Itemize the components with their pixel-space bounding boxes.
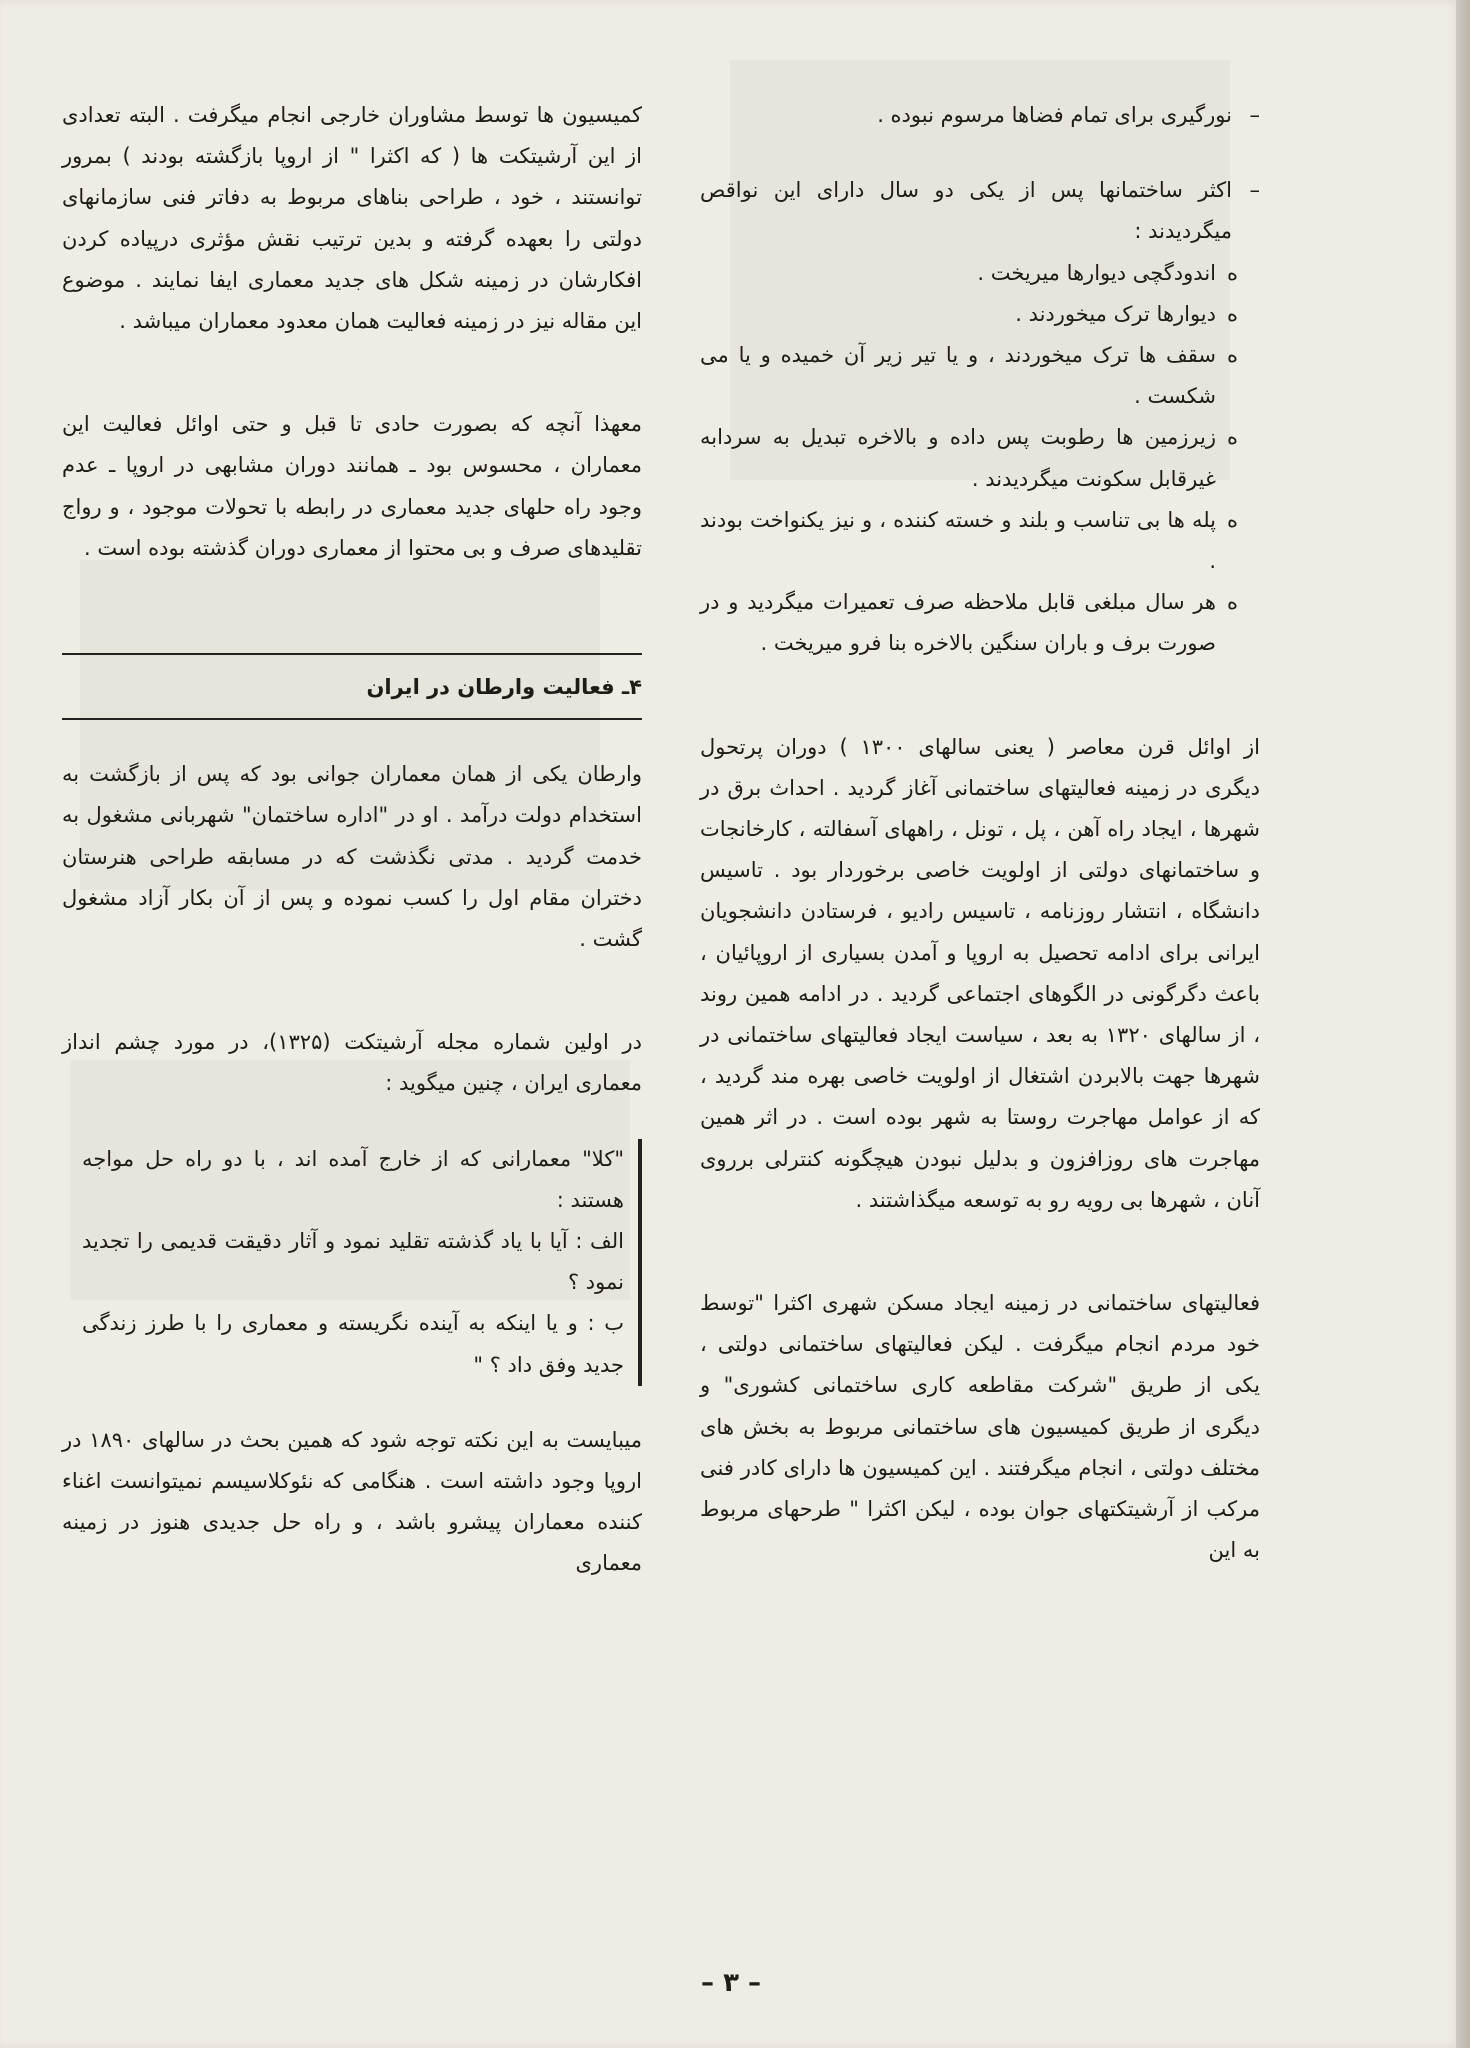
list-item — [700, 294, 1238, 335]
paragraph: میبایست به این نکته توجه شود که همین بحث در سالهای ۱۸۹۰ در اروپا وجود داشته است . هنگامی که نئوکلاسیسم نمیتوانست اغناء کننده معماران پیشرو باشد ، و راه حل جدیدی هنوز در زمینه معماری — [62, 1427, 642, 1576]
left-column — [62, 95, 642, 1585]
quote-text: ب : و یا اینکه به آینده نگریسته و معماری را با طرز زندگی جدید وفق داد ؟ " — [82, 1311, 624, 1377]
bullet-list — [700, 253, 1260, 665]
bullet-icon: ه — [1226, 260, 1238, 285]
list-item-text: سقف ها ترک میخوردند ، و یا تیر زیر آن خمیده و یا می شکست . — [700, 343, 1216, 409]
dash-item-text: نورگیری برای تمام فضاها مرسوم نبوده . — [877, 103, 1232, 127]
right-column — [700, 95, 1260, 1572]
paragraph: وارطان یکی از همان معماران جوانی بود که پس از بازگشت به استخدام دولت درآمد . او در "اداره ساختمان" شهربانی مشغول به خدمت گردید . مدتی نگذشت که در مسابقه طراحی هنرستان دختران مقام اول را کسب نموده و پس از آن بکار آزاد مشغول گشت . — [62, 762, 642, 952]
paragraph: کمیسیون ها توسط مشاوران خارجی انجام میگرفت . البته تعدادی از این آرشیتکت ها ( که اکثرا " از اروپا بازگشته بودند ) بمرور توانستند ، خود ، طراحی بناهای مربوط به دفاتر فنی سازمانهای دولتی را بعهده گرفته و بدین ترتیب نقش مؤثری درپیاده کردن افکارشان در زمینه شکل های جدید معماری ایفا نمایند . موضوع این مقاله نیز در زمینه فعالیت همان معدود معماران میباشد . — [62, 103, 642, 334]
quote-text: "کلا" معمارانی که از خارج آمده اند ، با دو راه حل مواجه هستند : — [82, 1146, 624, 1212]
list-item — [700, 500, 1238, 582]
bullet-icon: ه — [1226, 590, 1238, 615]
dash-item — [700, 95, 1260, 136]
list-item — [700, 582, 1238, 664]
list-item — [700, 335, 1238, 417]
list-item-text: زیرزمین ها رطوبت پس داده و بالاخره تبدیل به سردابه غیرقابل سکونت میگردیدند . — [700, 425, 1216, 491]
binding-edge — [1456, 0, 1470, 2048]
quote-text: الف : آیا با یاد گذشته تقلید نمود و آثار دقیقت قدیمی را تجدید نمود ؟ — [82, 1229, 624, 1295]
dash-item-text: اکثر ساختمانها پس از یکی دو سال دارای این نواقص میگردیدند : — [700, 178, 1232, 244]
paragraph: در اولین شماره مجله آرشیتکت (۱۳۲۵)، در مورد چشم انداز معماری ایران ، چنین میگوید : — [62, 1030, 643, 1096]
bullet-icon: ه — [1226, 425, 1238, 450]
paragraph: از اوائل قرن معاصر ( یعنی سالهای ۱۳۰۰ ) دوران پرتحول دیگری در زمینه فعالیتهای ساختمانی آغاز گردید . احداث برق در شهرها ، ایجاد راه آهن ، پل ، تونل ، راههای آسفالته ، کارخانجات و ساختمانهای دولتی از اولویت خاصی برخوردار بود . تاسیس دانشگاه ، انتشار روزنامه ، تاسیس رادیو ، فرستادن دانشجویان ایرانی برای ادامه تحصیل به اروپا و آمدن بسیاری از اروپائیان ، باعث دگرگونی در الگوهای اجتماعی گردید . در ادامه همین روند ، از سالهای ۱۳۲۰ به بعد ، سیاست ایجاد فعالیتهای ساختمانی در شهرها جهت بالابردن اشتغال از اولویت خاصی بهره مند گردید ، که از عوامل مهاجرت روستا به شهر بوده است . در اثر همین مهاجرت های روزافزون و بدلیل نبودن هیچگونه کنترلی برروی آنان ، شهرها بی رویه رو به توسعه میگذاشتند . — [700, 734, 1260, 1212]
dash-item — [700, 170, 1260, 252]
list-item-text: پله ها بی تناسب و بلند و خسته کننده ، و نیز یکنواخت بودند . — [700, 507, 1216, 574]
bullet-icon: ه — [1226, 301, 1238, 326]
section-heading: ۴ـ فعالیت وارطان در ایران — [366, 675, 642, 700]
list-item-text: اندودگچی دیوارها میریخت . — [977, 260, 1216, 285]
quote-block — [82, 1139, 642, 1386]
list-item-text: دیوارها ترک میخوردند . — [1015, 301, 1216, 326]
bullet-icon: ه — [1226, 507, 1238, 532]
paragraph: فعالیتهای ساختمانی در زمینه ایجاد مسکن شهری اکثرا "توسط خود مردم انجام میگرفت . لیکن فعالیتهای ساختمانی دولتی ، یکی از طریق "شرکت مقاطعه کاری ساختمانی کشوری" و دیگری از طریق کمیسیون های ساختمانی مربوط به بخش های مختلف دولتی ، انجام میگرفتند . این کمیسیون ها دارای کادر فنی مرکب از آرشیتکتهای جوان بوده ، لیکن اکثرا " طرحهای مربوط به این — [700, 1291, 1260, 1563]
list-item — [700, 417, 1238, 499]
list-item-text: هر سال مبلغی قابل ملاحظه صرف تعمیرات میگردید و در صورت برف و باران سنگین بالاخره بنا فرو میریخت . — [700, 590, 1216, 656]
page-number: – ۳ – — [701, 1968, 761, 1998]
bullet-icon: ه — [1226, 343, 1238, 368]
list-item — [700, 253, 1238, 294]
paragraph: معهذا آنچه که بصورت حادی تا قبل و حتی اوائل فعالیت این معماران ، محسوس بود ـ همانند دوران مشابهی در اروپا ـ عدم وجود راه حلهای جدید معماری در رابطه با تحولات موجود ، و رواج تقلیدهای صرف و بی محتوا از معماری دوران گذشته بوده است . — [62, 412, 642, 560]
